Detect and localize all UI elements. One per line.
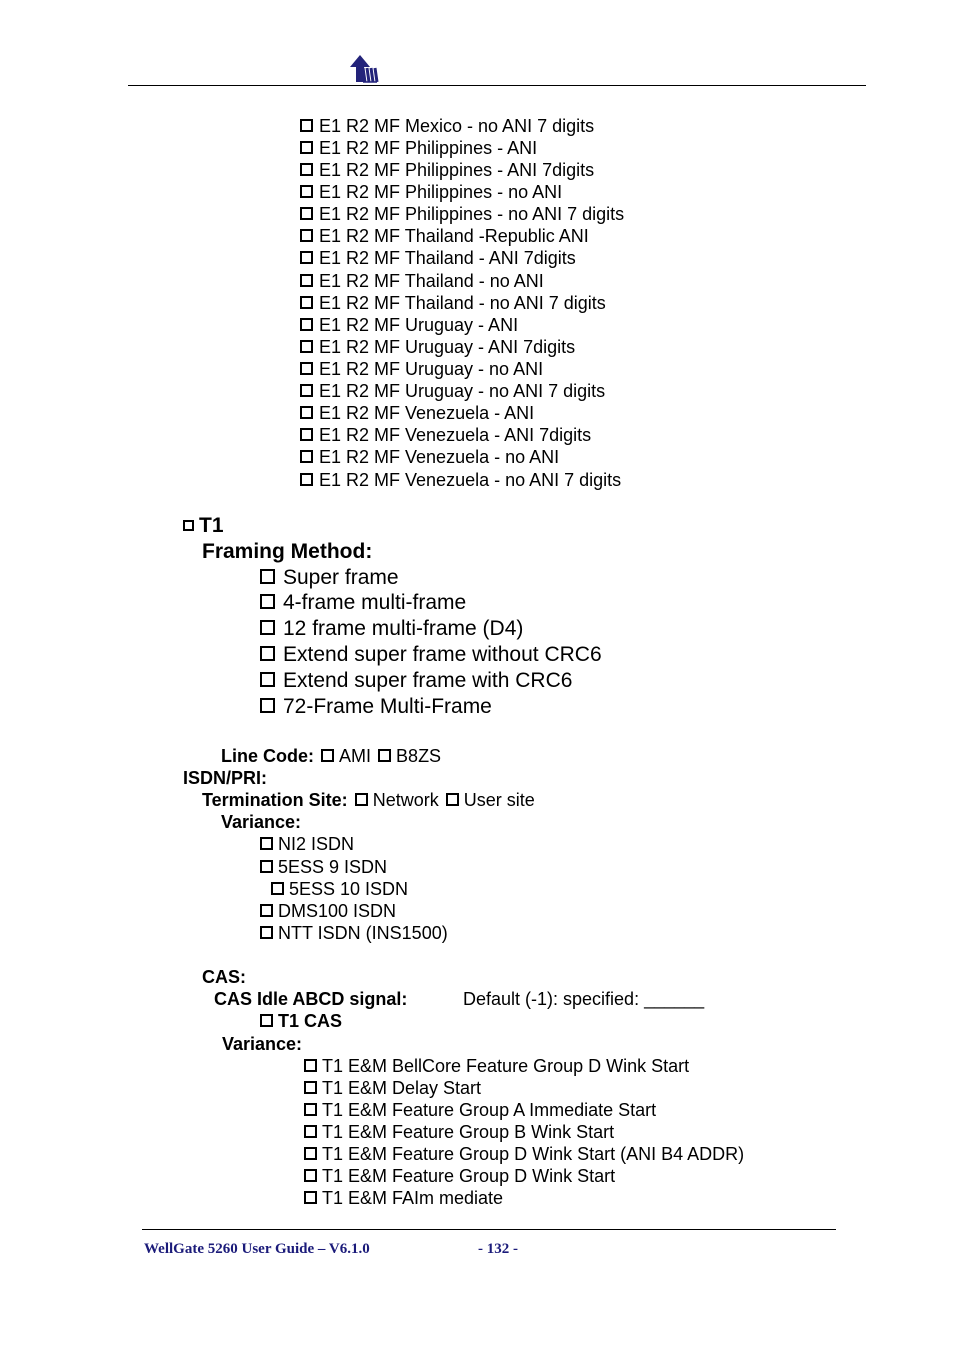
e1-item: E1 R2 MF Uruguay - no ANI [300, 359, 543, 380]
checkbox-icon[interactable] [260, 569, 275, 584]
line-code-label: Line Code: [221, 746, 314, 766]
e1-item: E1 R2 MF Venezuela - no ANI [300, 447, 559, 468]
e1-item: E1 R2 MF Uruguay - ANI [300, 315, 518, 336]
checkbox-icon[interactable] [304, 1125, 317, 1138]
checkbox-icon[interactable] [260, 860, 273, 873]
checkbox-icon[interactable] [260, 646, 275, 661]
checkbox-icon[interactable] [300, 251, 313, 264]
e1-item: E1 R2 MF Philippines - ANI [300, 138, 537, 159]
e1-item: E1 R2 MF Uruguay - ANI 7digits [300, 337, 575, 358]
footer-rule [142, 1229, 836, 1230]
framing-option: Extend super frame with CRC6 [260, 669, 572, 693]
footer-guide-title: WellGate 5260 User Guide – V6.1.0 [144, 1241, 370, 1257]
checkbox-icon[interactable] [304, 1081, 317, 1094]
framing-option: 4-frame multi-frame [260, 591, 466, 615]
termination-site-row: Termination Site: Network User site [202, 790, 535, 810]
cas-variance-option: T1 E&M BellCore Feature Group D Wink Start [304, 1056, 689, 1077]
checkbox-icon[interactable] [321, 749, 334, 762]
t1-cas-option: T1 CAS [260, 1011, 342, 1032]
checkbox-icon[interactable] [304, 1103, 317, 1116]
checkbox-icon[interactable] [378, 749, 391, 762]
isdn-variance-option: NI2 ISDN [260, 834, 354, 855]
e1-item: E1 R2 MF Thailand - ANI 7digits [300, 248, 576, 269]
cas-idle-value[interactable]: Default (-1): specified: ______ [463, 989, 705, 1009]
checkbox-icon[interactable] [355, 793, 368, 806]
checkbox-icon[interactable] [300, 318, 313, 331]
cas-variance-option: T1 E&M Feature Group A Immediate Start [304, 1100, 656, 1121]
checkbox-icon[interactable] [300, 340, 313, 353]
checkbox-icon[interactable] [300, 450, 313, 463]
e1-item: E1 R2 MF Mexico - no ANI 7 digits [300, 116, 594, 137]
e1-item: E1 R2 MF Thailand - no ANI [300, 271, 544, 292]
checkbox-icon[interactable] [260, 698, 275, 713]
checkbox-icon[interactable] [304, 1147, 317, 1160]
e1-item: E1 R2 MF Philippines - ANI 7digits [300, 160, 594, 181]
footer-page-number: - 132 - [478, 1241, 518, 1257]
e1-item: E1 R2 MF Venezuela - ANI 7digits [300, 425, 591, 446]
cas-heading: CAS: [202, 967, 246, 987]
framing-option: 72-Frame Multi-Frame [260, 695, 492, 719]
cas-variance-option: T1 E&M Feature Group D Wink Start (ANI B4 ADDR) [304, 1144, 744, 1165]
e1-item: E1 R2 MF Philippines - no ANI [300, 182, 562, 203]
checkbox-icon[interactable] [300, 119, 313, 132]
checkbox-icon[interactable] [300, 185, 313, 198]
e1-item: E1 R2 MF Thailand -Republic ANI [300, 226, 589, 247]
checkbox-icon[interactable] [300, 141, 313, 154]
checkbox-icon[interactable] [300, 207, 313, 220]
cas-variance-option: T1 E&M Delay Start [304, 1078, 481, 1099]
checkbox-icon[interactable] [300, 362, 313, 375]
cas-variance-option: T1 E&M FAIm mediate [304, 1188, 503, 1209]
isdn-variance-option: 5ESS 10 ISDN [271, 879, 408, 900]
framing-option: 12 frame multi-frame (D4) [260, 617, 523, 641]
isdn-variance-option: DMS100 ISDN [260, 901, 396, 922]
checkbox-icon[interactable] [300, 384, 313, 397]
e1-item: E1 R2 MF Venezuela - ANI [300, 403, 534, 424]
checkbox-icon[interactable] [304, 1169, 317, 1182]
checkbox-icon[interactable] [183, 520, 194, 531]
header-rule [128, 85, 866, 86]
checkbox-icon[interactable] [300, 473, 313, 486]
t1-heading: T1 [183, 514, 224, 538]
framing-option: Extend super frame without CRC6 [260, 643, 602, 667]
checkbox-icon[interactable] [446, 793, 459, 806]
checkbox-icon[interactable] [260, 837, 273, 850]
checkbox-icon[interactable] [260, 926, 273, 939]
checkbox-icon[interactable] [271, 882, 284, 895]
checkbox-icon[interactable] [260, 1014, 273, 1027]
checkbox-icon[interactable] [260, 620, 275, 635]
isdn-variance-label: Variance: [221, 812, 302, 832]
isdn-variance-option: 5ESS 9 ISDN [260, 857, 387, 878]
checkbox-icon[interactable] [300, 296, 313, 309]
cas-variance-option: T1 E&M Feature Group B Wink Start [304, 1122, 614, 1143]
e1-item: E1 R2 MF Thailand - no ANI 7 digits [300, 293, 606, 314]
framing-option: Super frame [260, 566, 399, 590]
checkbox-icon[interactable] [304, 1059, 317, 1072]
checkbox-icon[interactable] [260, 594, 275, 609]
cas-variance-option: T1 E&M Feature Group D Wink Start [304, 1166, 615, 1187]
checkbox-icon[interactable] [300, 428, 313, 441]
e1-item: E1 R2 MF Uruguay - no ANI 7 digits [300, 381, 605, 402]
line-code-row: Line Code: AMI B8ZS [221, 746, 442, 766]
e1-item: E1 R2 MF Venezuela - no ANI 7 digits [300, 470, 621, 491]
checkbox-icon[interactable] [300, 274, 313, 287]
e1-item: E1 R2 MF Philippines - no ANI 7 digits [300, 204, 624, 225]
checkbox-icon[interactable] [260, 904, 273, 917]
checkbox-icon[interactable] [260, 672, 275, 687]
checkbox-icon[interactable] [300, 406, 313, 419]
framing-method-label: Framing Method: [202, 540, 373, 563]
cas-variance-label: Variance: [222, 1034, 303, 1054]
checkbox-icon[interactable] [300, 163, 313, 176]
cas-idle-label: CAS Idle ABCD signal: [214, 989, 408, 1009]
isdn-heading: ISDN/PRI: [183, 768, 268, 788]
checkbox-icon[interactable] [304, 1191, 317, 1204]
checkbox-icon[interactable] [300, 229, 313, 242]
isdn-variance-option: NTT ISDN (INS1500) [260, 923, 448, 944]
termination-site-label: Termination Site: [202, 790, 348, 810]
company-logo-icon [348, 55, 380, 83]
